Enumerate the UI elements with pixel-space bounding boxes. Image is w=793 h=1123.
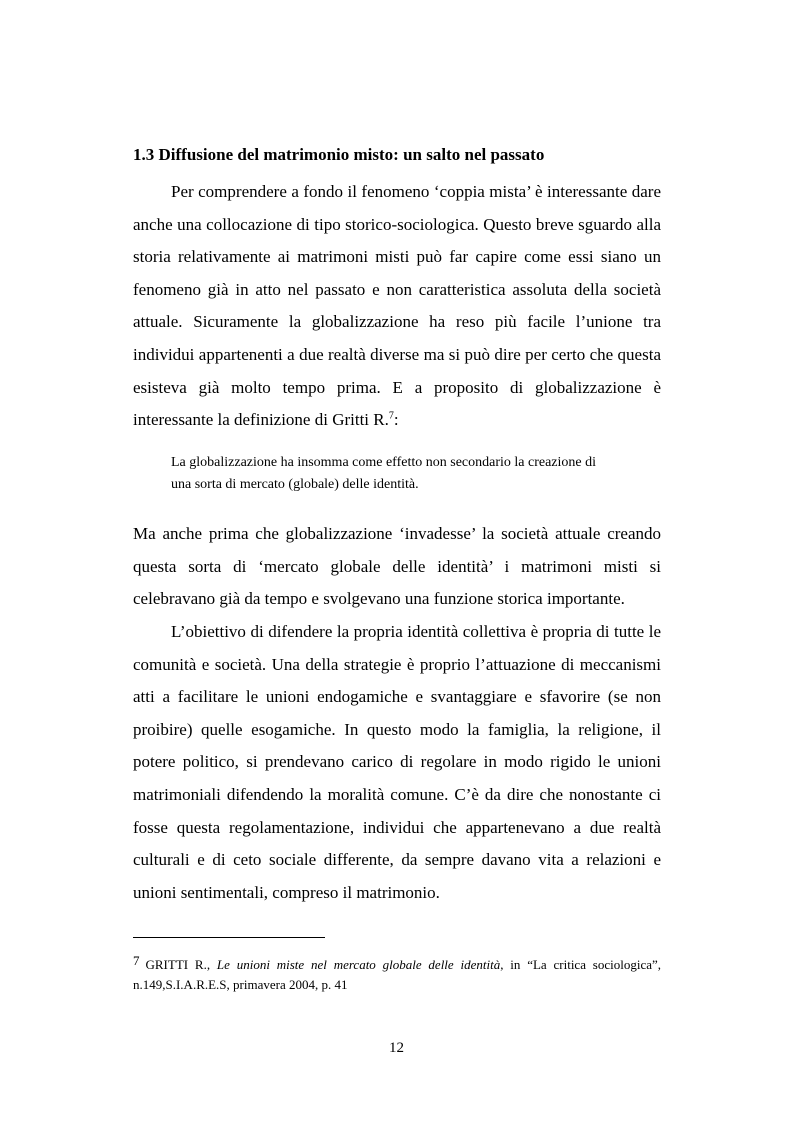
paragraph-1 xyxy=(133,176,661,437)
quote-line-2: una sorta di mercato (globale) delle identità. xyxy=(171,477,419,492)
paragraph-1-trailing: : xyxy=(393,410,399,430)
page-number: 12 xyxy=(389,1040,404,1056)
footnote-author: GRITTI R., xyxy=(145,957,211,972)
paragraph-3: L’obiettivo di difendere la propria identità collettiva è propria di tutte le comunità e società. Una della strategie è proprio l’attuazione di meccanismi atti a facilitare le unioni endogamiche e svantaggiare e sfavorire (se non proibire) quelle esogamiche. In questo modo la famiglia, la religione, il potere politico, si prendevano carico di regolare in modo rigido le unioni matrimoniali difendendo la moralità comune. C’è da dire che nonostante ci fosse questa regolamentazione, individui che appartenevano a due realtà culturali e di ceto sociale differente, da sempre davano vita a relazioni e unioni sentimentali, compreso il matrimonio. xyxy=(133,622,661,902)
block-quote xyxy=(171,452,651,496)
footnote-separator xyxy=(133,937,325,938)
footnote-number: 7 xyxy=(133,953,140,968)
footnote-rest: , in “La critica sociologica”, n.149,S.I.A.R.E.S, primavera 2004, p. 41 xyxy=(133,957,662,992)
quote-line-1: La globalizzazione ha insomma come effetto non secondario la creazione di xyxy=(171,455,597,470)
footnote xyxy=(133,955,661,995)
footnote-title: Le unioni miste nel mercato globale delle identità xyxy=(216,957,501,972)
footnote-reference[interactable]: 7 xyxy=(388,410,394,422)
paragraph-1-text: Per comprendere a fondo il fenomeno ‘coppia mista’ è interessante dare anche una collocazione di tipo storico-sociologica. Questo breve sguardo alla storia relativamente ai matrimoni misti può far capire come essi siano un fenomeno già in atto nel passato e non caratteristica assoluta della società attuale. Sicuramente la globalizzazione ha reso più facile l’unione tra individui appartenenti a due realtà diverse ma si può dire per certo che questa esisteva già molto tempo prima. E a proposito di globalizzazione è interessante la definizione di Gritti R. xyxy=(133,182,661,430)
section-heading: 1.3 Diffusione del matrimonio misto: un salto nel passato xyxy=(133,145,545,164)
paragraph-2: Ma anche prima che globalizzazione ‘invadesse’ la società attuale creando questa sorta di ‘mercato globale delle identità’ i matrimoni misti si celebravano già da tempo e svolgevano una funzione storica importante. xyxy=(133,524,661,609)
